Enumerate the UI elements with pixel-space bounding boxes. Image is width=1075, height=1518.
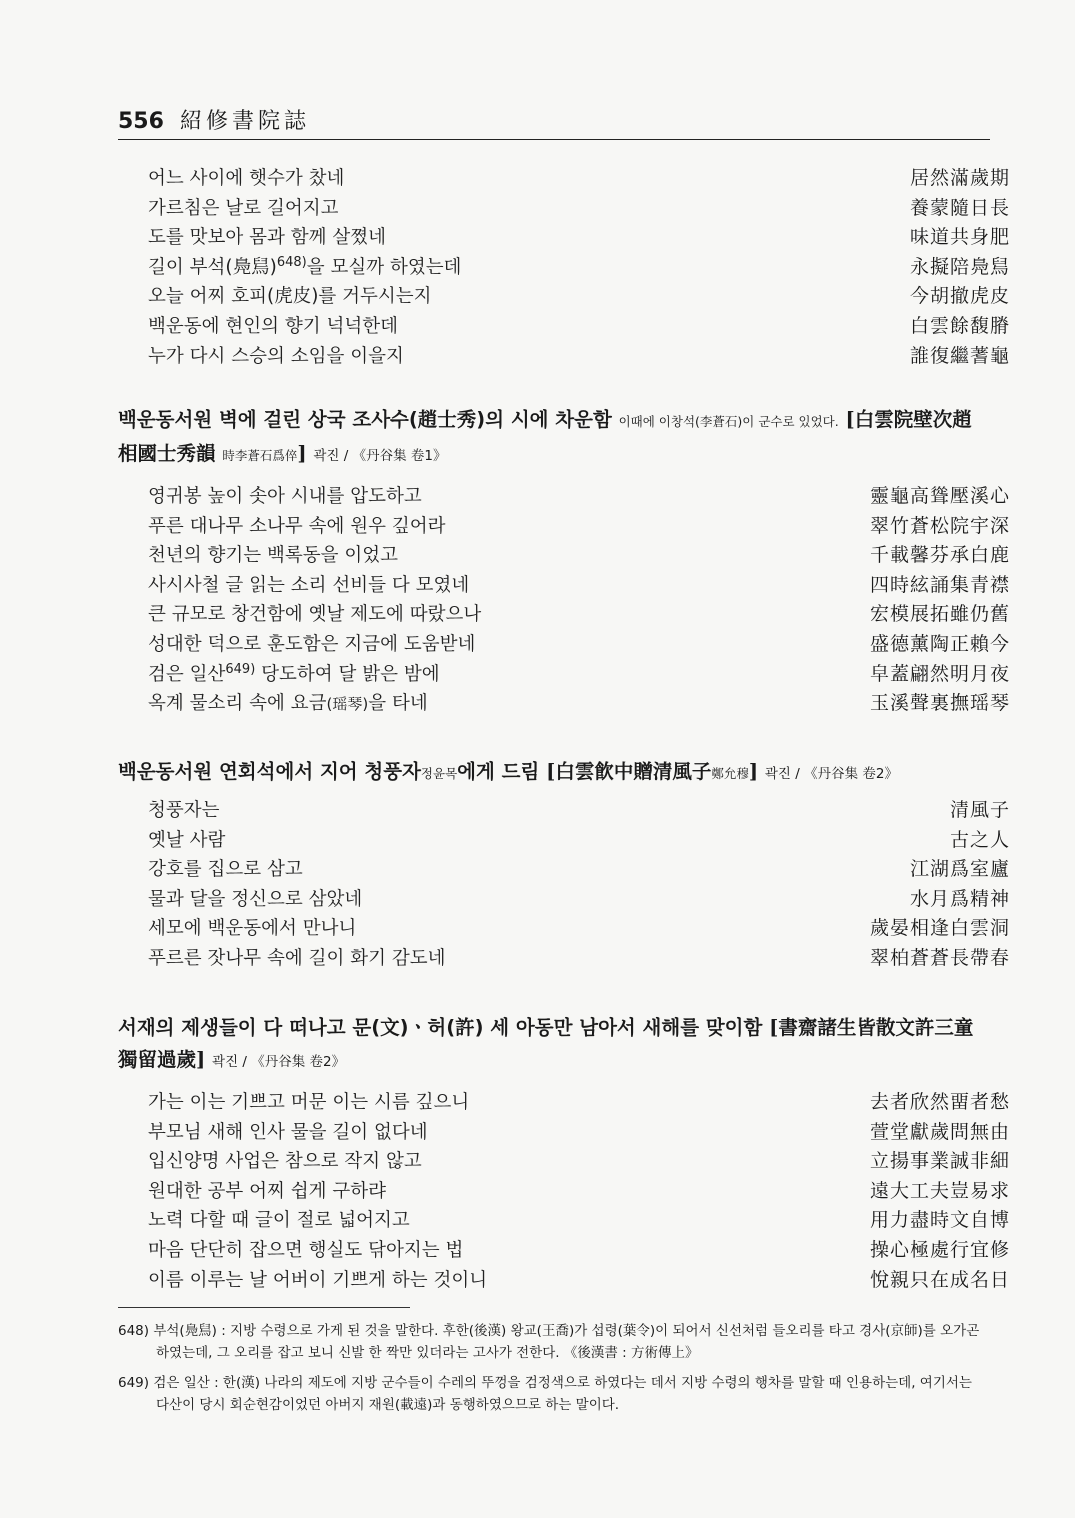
poem1-verses: [148, 164, 1010, 371]
verse-line: 부모님 새해 인사 물을 길이 없다네 萱堂獻歲問無由: [148, 1120, 1010, 1143]
verse-line: 도를 맛보아 몸과 함께 살쪘네 味道共身肥: [148, 226, 1010, 249]
poem3-verses: [148, 796, 1010, 974]
verse-line: 이름 이루는 날 어버이 기쁘게 하는 것이니 悅親只在成名日: [148, 1268, 1010, 1291]
verse-line: 물과 달을 정신으로 삼았네 水月爲精神: [148, 887, 1010, 910]
verse-line: 입신양명 사업은 참으로 작지 않고 立揚事業誠非細: [148, 1150, 1010, 1173]
verse-line: 사시사철 글 읽는 소리 선비들 다 모였네 四時絃誦集青襟: [148, 573, 1010, 596]
verse-line: 강호를 집으로 삼고 江湖爲室廬: [148, 858, 1010, 881]
verse-line: 푸르른 잣나무 속에 길이 화기 감도네 翠柏蒼蒼長帶春: [148, 946, 1010, 969]
verse-line: 백운동에 현인의 향기 넉넉한데 白雲餘馥膌: [148, 314, 1010, 337]
footnote-648: 648) 부석(鳧舃) : 지방 수령으로 가게 된 것을 말한다. 후한(後漢) 왕교(王喬)가 섭령(葉令)이 되어서 신선처럼 들오리를 타고 경사(京師)를 오가곤 하였는데, 그 오리를 잡고 보니 신발 한 짝만 있더라는 고사가 전한다. 《後漢書 : 方術傳上》: [118, 1323, 980, 1361]
page-header: [118, 104, 990, 140]
poem3-title: 백운동서원 연회석에서 지어 청풍자정윤목에게 드림 [白雲飮中贈清風子鄭允穆] 곽진 / 《丹谷集 卷2》: [118, 760, 898, 783]
page-number: 556: [118, 109, 164, 134]
poem-source: 곽진 / 《丹谷集 卷2》: [764, 766, 898, 782]
poem-source: 곽진 / 《丹谷集 卷2》: [212, 1054, 346, 1070]
verse-line: 누가 다시 스승의 소임을 이을지 誰復繼蓍龜: [148, 344, 1010, 367]
footnote-ref: 648): [276, 254, 307, 270]
verse-line: 큰 규모로 창건함에 옛날 제도에 따랐으나 宏模展拓雖仍舊: [148, 603, 1010, 626]
verse-line: 노력 다할 때 글이 절로 넓어지고 用力盡時文自博: [148, 1209, 1010, 1232]
footnote-divider: [118, 1307, 410, 1308]
verse-line: 성대한 덕으로 훈도함은 지금에 도움받네 盛德薰陶正賴今: [148, 632, 1010, 655]
verse-line: 천년의 향기는 백록동을 이었고 千載馨芬承白鹿: [148, 544, 1010, 567]
verse-line: 검은 일산$^{649)}$ 당도하여 달 밝은 밤에 皁蓋翩然明月夜: [148, 661, 1010, 685]
verse-line: 원대한 공부 어찌 쉽게 구하랴 遠大工夫豈易求: [148, 1179, 1010, 1202]
verse-line: 영귀봉 높이 솟아 시내를 압도하고 靈龜高聳壓溪心: [148, 485, 1010, 507]
verse-line: 세모에 백운동에서 만나니 歲晏相逢白雲洞: [148, 917, 1010, 940]
poem2-title: 백운동서원 벽에 걸린 상국 조사수(趙士秀)의 시에 차운함 이때에 이창석(李蒼石)이 군수로 있었다. [白雲院壁次趙 相國士秀韻 時李蒼石爲倅] 곽진 / 《丹谷集 卷1》: [118, 408, 972, 465]
verse-line: 어느 사이에 햇수가 찼네 居然滿歲期: [148, 167, 1010, 189]
verse-line: 푸른 대나무 소나무 속에 원우 깊어라 翠竹蒼松院宇深: [148, 514, 1010, 537]
verse-line: 옥계 물소리 속에 요금(瑶琴)을 타네 玉溪聲裏撫瑶琴: [148, 692, 1010, 715]
verse-line: 오늘 어찌 호피(虎皮)를 거두시는지 今胡撤虎皮: [148, 285, 1010, 308]
footnote-649: 649) 검은 일산 : 한(漢) 나라의 제도에 지방 군수들이 수레의 뚜껑을 검정색으로 하였다는 데서 지방 수령의 행차를 말할 때 인용하는데, 여기서는 다산이 당시 회순현감이었던 아버지 재원(載遠)과 동행하였으므로 하는 말이다.: [118, 1375, 972, 1413]
book-title: 紹修書院誌: [179, 109, 310, 134]
poem4-title: 서재의 제생들이 다 떠나고 문(文)ㆍ허(許) 세 아동만 남아서 새해를 맞이함 [書齋諸生皆散文許三童 獨留過歲] 곽진 / 《丹谷集 卷2》: [118, 1016, 974, 1071]
footnote-ref: 649): [225, 661, 256, 677]
poem-source: 곽진 / 《丹谷集 卷1》: [313, 448, 447, 464]
verse-line: 옛날 사람 古之人: [148, 828, 1010, 851]
verse-line: 길이 부석(鳧舃)$^{648)}$을 모실까 하였는데 永擬陪鳧舃: [148, 254, 1010, 278]
footnotes: [118, 1320, 980, 1424]
verse-line: 가는 이는 기쁘고 머문 이는 시름 깊으니 去者欣然畱者愁: [148, 1091, 1010, 1113]
poem4-verses: [148, 1088, 1010, 1295]
verse-line: 마음 단단히 잡으면 행실도 닦아지는 법 操心極處行宜修: [148, 1238, 1010, 1261]
poem2-verses: [148, 482, 1010, 719]
verse-line: 청풍자는 清風子: [148, 799, 1010, 821]
verse-line: 가르침은 날로 길어지고 養蒙隨日長: [148, 196, 1010, 219]
title-note: 이때에 이창석(李蒼石)이 군수로 있었다.: [618, 414, 839, 429]
